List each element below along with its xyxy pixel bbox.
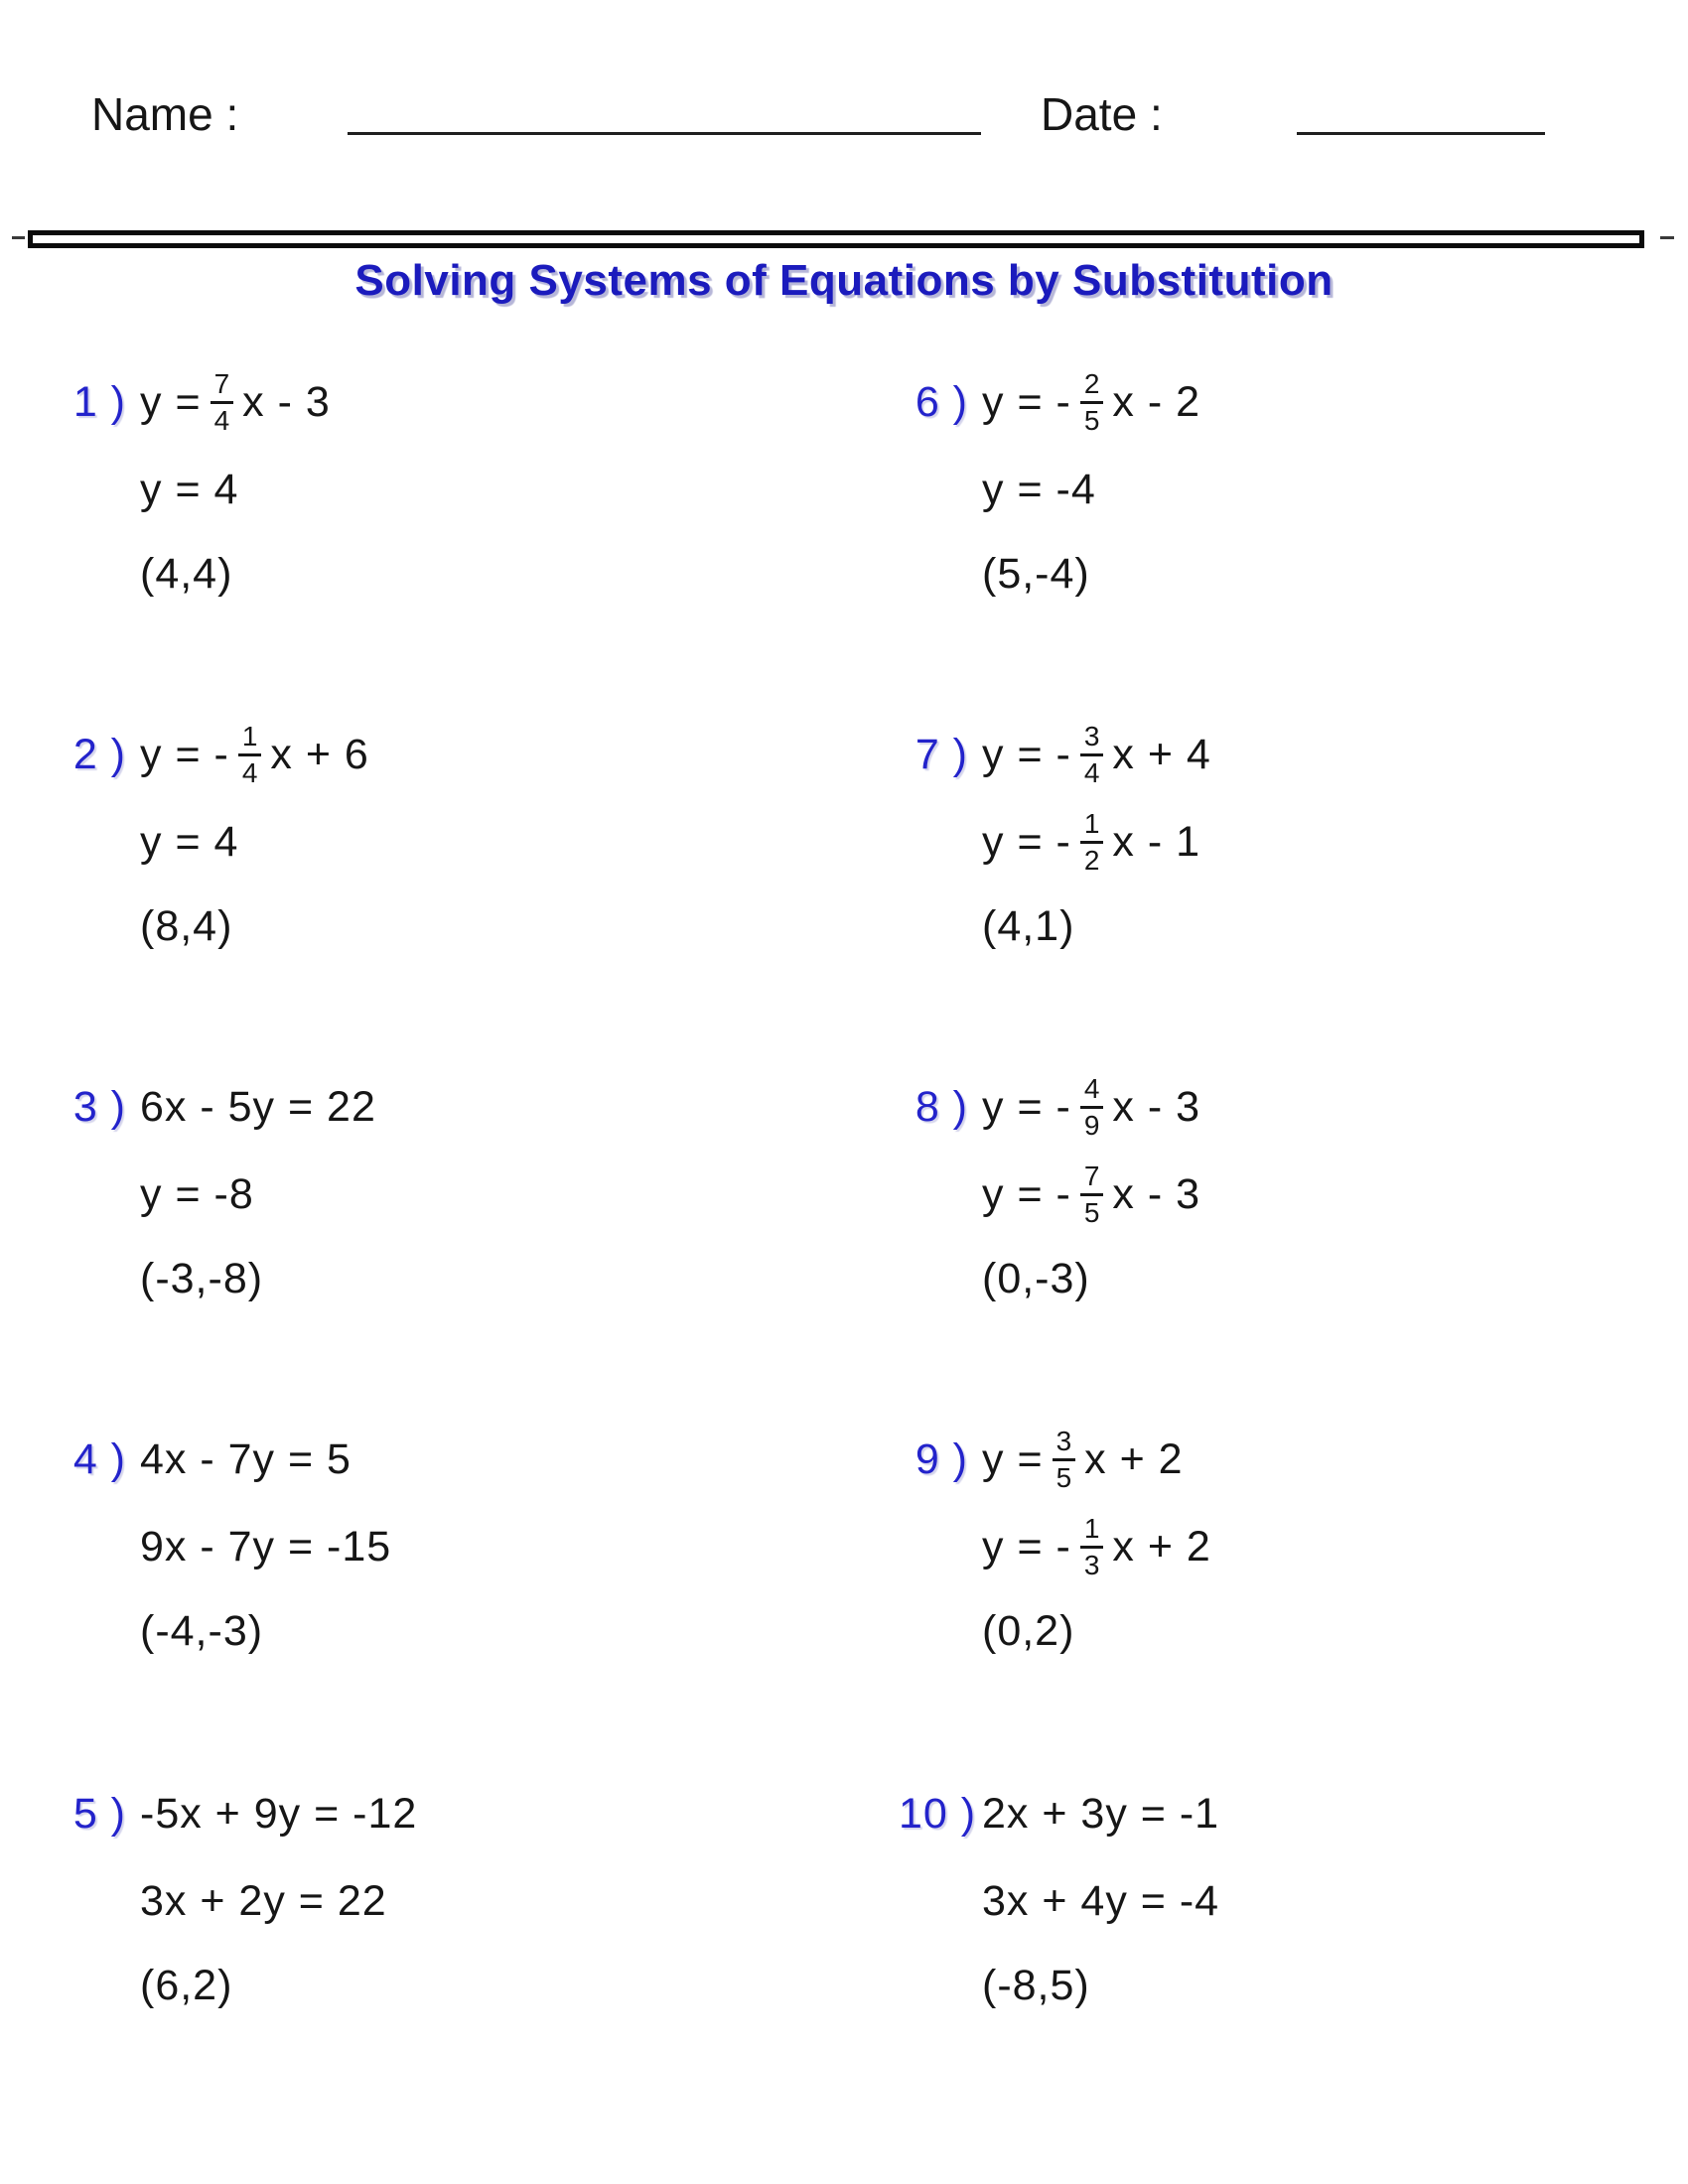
- equation-text: y = -8: [140, 1169, 254, 1218]
- problem-number: 10 ): [899, 1789, 977, 1838]
- problem-number: 5 ): [72, 1789, 126, 1838]
- problem-line: [57, 360, 331, 444]
- problem-line: [899, 800, 1200, 884]
- answer-text: (4,1): [982, 901, 1075, 950]
- problem-number: 6 ): [914, 377, 968, 426]
- name-underline: [348, 132, 981, 135]
- fraction-denominator: 4: [1083, 756, 1100, 788]
- problem-line: [899, 532, 1090, 615]
- answer-text: (-8,5): [982, 1961, 1090, 2009]
- fraction: [1080, 1074, 1104, 1139]
- fraction-denominator: 3: [1083, 1549, 1100, 1580]
- problem-line: [899, 1505, 1211, 1588]
- problem-line: [57, 448, 238, 531]
- problem-line: [899, 1772, 1219, 1855]
- problem-number: 3 ): [72, 1082, 126, 1131]
- problem-line: [57, 800, 238, 884]
- problem-line: [57, 1859, 387, 1943]
- fraction-denominator: 5: [1083, 1196, 1100, 1228]
- fraction: [1080, 809, 1104, 874]
- equation-text: 9x - 7y = -15: [140, 1522, 392, 1570]
- equation-text: y = -: [982, 377, 1071, 426]
- problem-line: [57, 1772, 417, 1855]
- fraction: [1080, 722, 1104, 786]
- fraction-numerator: 3: [1080, 722, 1104, 755]
- equation-text: y = -: [982, 817, 1071, 866]
- equation-text: y = -4: [982, 465, 1096, 513]
- divider-dash-left: [12, 236, 25, 239]
- equation-text: 4x - 7y = 5: [140, 1434, 352, 1483]
- fraction: [1080, 1514, 1104, 1578]
- answer-text: (0,-3): [982, 1254, 1090, 1302]
- problem-number: 7 ): [914, 730, 968, 778]
- equation-text: y = 4: [140, 817, 239, 866]
- divider-rule: [28, 230, 1644, 248]
- answer-text: (-3,-8): [140, 1254, 264, 1302]
- equation-text: 2x + 3y = -1: [982, 1789, 1220, 1838]
- equation-text: x + 4: [1112, 730, 1211, 778]
- problem-line: [899, 1065, 1200, 1149]
- equation-text: x - 1: [1112, 817, 1201, 866]
- name-label: Name :: [91, 88, 239, 140]
- fraction-denominator: 5: [1083, 404, 1100, 436]
- fraction: [211, 369, 234, 434]
- divider-dash-right: [1660, 236, 1674, 239]
- answer-text: (6,2): [140, 1961, 233, 2009]
- fraction-numerator: 4: [1080, 1074, 1104, 1108]
- problem-line: [57, 1505, 391, 1588]
- worksheet-title: Solving Systems of Equations by Substitution: [354, 256, 1334, 305]
- fraction-denominator: 4: [213, 404, 230, 436]
- problem-line: [899, 1859, 1219, 1943]
- problem-line: [57, 1153, 254, 1236]
- fraction-numerator: 1: [1080, 1514, 1104, 1548]
- fraction-denominator: 5: [1055, 1461, 1072, 1493]
- answer-text: (8,4): [140, 901, 233, 950]
- answer-text: (4,4): [140, 549, 233, 598]
- equation-text: 6x - 5y = 22: [140, 1082, 376, 1131]
- problem-line: [57, 532, 232, 615]
- date-label: Date :: [1041, 88, 1163, 140]
- problem-number: 4 ): [72, 1434, 126, 1483]
- fraction-numerator: 7: [1080, 1161, 1104, 1195]
- fraction-numerator: 3: [1053, 1427, 1076, 1460]
- equation-text: y = -: [140, 730, 229, 778]
- fraction-denominator: 9: [1083, 1109, 1100, 1141]
- problem-line: [57, 1237, 263, 1320]
- equation-text: y =: [140, 377, 202, 426]
- problem-line: [57, 1589, 263, 1673]
- equation-text: y = -: [982, 1522, 1071, 1570]
- problem-line: [899, 448, 1096, 531]
- equation-text: x - 3: [1112, 1082, 1201, 1131]
- problem-number: 9 ): [914, 1434, 968, 1483]
- date-underline: [1297, 132, 1545, 135]
- problem-number: 8 ): [914, 1082, 968, 1131]
- answer-text: (-4,-3): [140, 1606, 264, 1655]
- equation-text: x + 2: [1084, 1434, 1184, 1483]
- equation-text: y = -: [982, 1082, 1071, 1131]
- fraction: [1080, 369, 1104, 434]
- equation-text: -5x + 9y = -12: [140, 1789, 418, 1838]
- equation-text: x + 2: [1112, 1522, 1211, 1570]
- problem-number: 2 ): [72, 730, 126, 778]
- problem-line: [899, 1944, 1090, 2027]
- equation-text: y = -: [982, 1169, 1071, 1218]
- fraction: [1080, 1161, 1104, 1226]
- fraction-numerator: 7: [211, 369, 234, 403]
- equation-text: x + 6: [270, 730, 369, 778]
- equation-text: y = 4: [140, 465, 239, 513]
- equation-text: 3x + 2y = 22: [140, 1876, 387, 1925]
- fraction: [1053, 1427, 1076, 1491]
- equation-text: y =: [982, 1434, 1044, 1483]
- fraction-numerator: 1: [238, 722, 262, 755]
- fraction-numerator: 1: [1080, 809, 1104, 843]
- problem-line: [57, 1065, 376, 1149]
- answer-text: (5,-4): [982, 549, 1090, 598]
- equation-text: x - 3: [242, 377, 331, 426]
- equation-text: x - 2: [1112, 377, 1201, 426]
- problem-line: [899, 713, 1211, 796]
- problem-line: [899, 885, 1074, 968]
- problem-line: [899, 360, 1200, 444]
- problem-number: 1 ): [72, 377, 126, 426]
- problem-line: [57, 1944, 232, 2027]
- fraction-numerator: 2: [1080, 369, 1104, 403]
- fraction-denominator: 2: [1083, 844, 1100, 876]
- equation-text: y = -: [982, 730, 1071, 778]
- fraction: [238, 722, 262, 786]
- problem-line: [899, 1589, 1074, 1673]
- problem-line: [57, 713, 369, 796]
- problem-line: [57, 885, 232, 968]
- problem-line: [899, 1418, 1184, 1501]
- problem-line: [899, 1237, 1090, 1320]
- answer-text: (0,2): [982, 1606, 1075, 1655]
- problem-line: [57, 1418, 352, 1501]
- problem-line: [899, 1153, 1200, 1236]
- equation-text: x - 3: [1112, 1169, 1201, 1218]
- equation-text: 3x + 4y = -4: [982, 1876, 1220, 1925]
- fraction-denominator: 4: [241, 756, 258, 788]
